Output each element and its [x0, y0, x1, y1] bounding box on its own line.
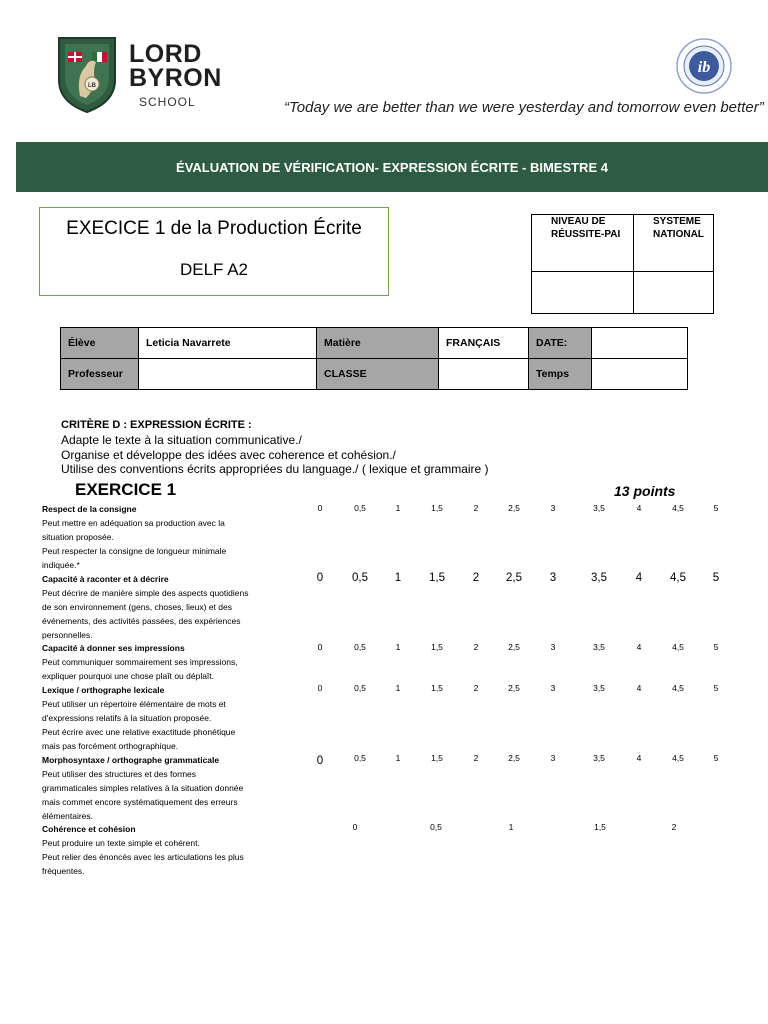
- rubric-criterion: [42, 572, 292, 642]
- student-info-table: [60, 327, 688, 390]
- rubric-criterion-line: indiquée.*: [42, 560, 80, 570]
- rubric-score[interactable]: 2: [473, 683, 479, 693]
- exercise-title-box: [39, 207, 389, 296]
- rubric-criterion: [42, 641, 292, 683]
- rubric-criterion-line: fréquentes.: [42, 866, 85, 876]
- rubric-criterion-line: Peut utiliser des structures et des formes: [42, 769, 197, 779]
- rubric-criterion-line: événements, des activités passées, des expériences: [42, 616, 241, 626]
- rubric-criterion-line: expliquer pourquoi une chose plaît ou déplaît.: [42, 671, 215, 681]
- rubric-score[interactable]: 3: [550, 503, 556, 513]
- rubric-criterion-line: d'expressions relatifs à la situation proposée.: [42, 713, 212, 723]
- rubric-score[interactable]: 4,5: [672, 642, 684, 652]
- crest-badge-text: LB: [88, 83, 96, 89]
- brand-name-line3: SCHOOL: [139, 95, 196, 109]
- school-crest-logo: [56, 36, 118, 114]
- rubric-score[interactable]: 2,5: [508, 753, 520, 763]
- rubric-score[interactable]: 3,5: [593, 753, 605, 763]
- rubric-score[interactable]: 0: [352, 822, 358, 832]
- rubric-criterion-heading: Capacité à raconter et à décrire: [42, 574, 169, 584]
- rubric-score[interactable]: 0,5: [430, 822, 442, 832]
- rubric-score[interactable]: 1,5: [431, 503, 443, 513]
- grade-value-pai[interactable]: [532, 272, 634, 314]
- brand-name-line2: BYRON: [129, 64, 222, 92]
- rubric-score[interactable]: 0,5: [352, 572, 368, 584]
- school-motto: “Today we are better than we were yesterday and tomorrow even better”: [284, 99, 764, 116]
- rubric-score[interactable]: 0: [317, 503, 323, 513]
- eleve-value[interactable]: Leticia Navarrete: [139, 328, 317, 359]
- rubric-score[interactable]: 1: [395, 683, 401, 693]
- rubric-criterion-line: mais commet encore systématiquement des erreurs: [42, 797, 238, 807]
- rubric-score[interactable]: 4,5: [672, 503, 684, 513]
- rubric-criterion-line: Peut utiliser un répertoire élémentaire de mots et: [42, 699, 226, 709]
- rubric-criterion-heading: Lexique / orthographe lexicale: [42, 685, 165, 695]
- rubric-score[interactable]: 4: [636, 683, 642, 693]
- rubric-criterion-line: mais pas forcément orthographique.: [42, 741, 179, 751]
- rubric-criterion-line: Peut respecter la consigne de longueur minimale: [42, 546, 227, 556]
- date-label: DATE:: [529, 328, 592, 359]
- exercise-points: 13 points: [614, 483, 676, 499]
- rubric-score[interactable]: 1,5: [431, 642, 443, 652]
- criteria-line-3: Utilise des conventions écrits appropriées du language./ ( lexique et grammaire ): [61, 462, 489, 476]
- exercise-box-subtitle: DELF A2: [179, 260, 249, 279]
- rubric-criterion-line: élémentaires.: [42, 811, 94, 821]
- rubric-score[interactable]: 3,5: [593, 642, 605, 652]
- rubric-score[interactable]: 2: [473, 753, 479, 763]
- rubric-score[interactable]: 1,5: [431, 683, 443, 693]
- evaluation-banner: ÉVALUATION DE VÉRIFICATION- EXPRESSION ÉCRITE - BIMESTRE 4: [16, 142, 768, 192]
- rubric-score[interactable]: 2: [671, 822, 677, 832]
- rubric-score[interactable]: 3: [549, 572, 557, 584]
- rubric-score[interactable]: 5: [712, 572, 720, 584]
- rubric-criterion-heading: Morphosyntaxe / orthographe grammaticale: [42, 755, 220, 765]
- rubric-score[interactable]: 0: [317, 642, 323, 652]
- rubric-score[interactable]: 1: [394, 572, 402, 584]
- rubric-criterion-heading: Cohérence et cohésion: [42, 824, 136, 834]
- rubric-score[interactable]: 3,5: [593, 503, 605, 513]
- classe-label: CLASSE: [317, 359, 439, 390]
- rubric-criterion-line: grammaticales simples relatives à la situation donnée: [42, 783, 244, 793]
- rubric-criterion: [42, 822, 292, 878]
- rubric-criterion: [42, 753, 292, 823]
- rubric-score[interactable]: 1,5: [429, 572, 445, 584]
- matiere-value[interactable]: FRANÇAIS: [439, 328, 529, 359]
- rubric-score[interactable]: 2,5: [508, 642, 520, 652]
- rubric-score[interactable]: 4: [635, 572, 643, 584]
- rubric-score[interactable]: 5: [713, 753, 719, 763]
- date-value[interactable]: [592, 328, 688, 359]
- temps-label: Temps: [529, 359, 592, 390]
- grade-value-national[interactable]: [634, 272, 714, 314]
- exercise-heading: EXERCICE 1: [75, 480, 177, 499]
- grade-header-pai: NIVEAU DE RÉUSSITE-PAI: [532, 215, 634, 272]
- rubric-score[interactable]: 4,5: [672, 683, 684, 693]
- rubric-score[interactable]: 0: [316, 755, 324, 767]
- brand-name-line1: LORD: [129, 40, 202, 68]
- rubric-score[interactable]: 1: [395, 503, 401, 513]
- rubric-criterion-line: Peut produire un texte simple et cohérent.: [42, 838, 200, 848]
- rubric-score[interactable]: 4: [636, 753, 642, 763]
- temps-value[interactable]: [592, 359, 688, 390]
- rubric-score[interactable]: 5: [713, 503, 719, 513]
- criteria-title: CRITÈRE D : EXPRESSION ÉCRITE :: [61, 419, 252, 431]
- professeur-value[interactable]: [139, 359, 317, 390]
- ib-logo-text: ib: [697, 59, 711, 76]
- rubric-score[interactable]: 1: [508, 822, 514, 832]
- rubric-criterion-heading: Capacité à donner ses impressions: [42, 643, 185, 653]
- rubric-score[interactable]: 0,5: [354, 503, 366, 513]
- rubric-score[interactable]: 3,5: [591, 572, 607, 584]
- rubric-score[interactable]: 0,5: [354, 683, 366, 693]
- rubric-score[interactable]: 1,5: [431, 753, 443, 763]
- rubric-score[interactable]: 4,5: [670, 572, 686, 584]
- rubric-criterion-line: situation proposée.: [42, 532, 114, 542]
- rubric-criterion-line: Peut communiquer sommairement ses impressions,: [42, 657, 238, 667]
- rubric-score[interactable]: 1,5: [594, 822, 606, 832]
- rubric-score[interactable]: 0,5: [354, 642, 366, 652]
- rubric-score[interactable]: 2: [472, 572, 480, 584]
- rubric-score[interactable]: 2,5: [506, 572, 522, 584]
- rubric-criterion-line: personnelles.: [42, 630, 93, 640]
- rubric-criterion-line: Peut relier des énoncés avec les articulations les plus: [42, 852, 244, 862]
- rubric-score[interactable]: 0,5: [354, 753, 366, 763]
- grade-table: [531, 214, 714, 314]
- rubric-score[interactable]: 1: [395, 753, 401, 763]
- rubric-score[interactable]: 2: [473, 642, 479, 652]
- ib-world-school-logo: [676, 38, 732, 94]
- rubric-score[interactable]: 2: [473, 503, 479, 513]
- rubric-score[interactable]: 2,5: [508, 683, 520, 693]
- eleve-label: Élève: [61, 328, 139, 359]
- rubric-score[interactable]: 0: [316, 572, 324, 584]
- rubric-criterion-line: Peut écrire avec une relative exactitude phonétique: [42, 727, 236, 737]
- rubric-score[interactable]: 3: [550, 753, 556, 763]
- rubric-score[interactable]: 3: [550, 683, 556, 693]
- rubric-criterion: [42, 502, 292, 572]
- rubric-score[interactable]: 4: [636, 503, 642, 513]
- rubric-score[interactable]: 4: [636, 642, 642, 652]
- rubric-criterion-line: de son environnement (gens, choses, lieux) et des: [42, 602, 232, 612]
- rubric-score[interactable]: 3: [550, 642, 556, 652]
- rubric-criterion-heading: Respect de la consigne: [42, 504, 137, 514]
- criteria-line-1: Adapte le texte à la situation communicative./: [61, 433, 302, 447]
- rubric-criterion-line: Peut décrire de manière simple des aspects quotidiens: [42, 588, 249, 598]
- professeur-label: Professeur: [61, 359, 139, 390]
- rubric-criterion: [42, 683, 292, 753]
- rubric-score[interactable]: 1: [395, 642, 401, 652]
- exercise-box-title: EXECICE 1 de la Production Écrite: [66, 218, 362, 239]
- rubric-score[interactable]: 5: [713, 683, 719, 693]
- rubric-score[interactable]: 5: [713, 642, 719, 652]
- rubric-score[interactable]: 4,5: [672, 753, 684, 763]
- rubric-score[interactable]: 2,5: [508, 503, 520, 513]
- rubric-criterion-line: Peut mettre en adéquation sa production avec la: [42, 518, 225, 528]
- classe-value[interactable]: [439, 359, 529, 390]
- rubric-score[interactable]: 0: [317, 683, 323, 693]
- grade-header-national: SYSTEME NATIONAL: [634, 215, 714, 272]
- matiere-label: Matière: [317, 328, 439, 359]
- criteria-line-2: Organise et développe des idées avec coherence et cohésion./: [61, 448, 396, 462]
- rubric-score[interactable]: 3,5: [593, 683, 605, 693]
